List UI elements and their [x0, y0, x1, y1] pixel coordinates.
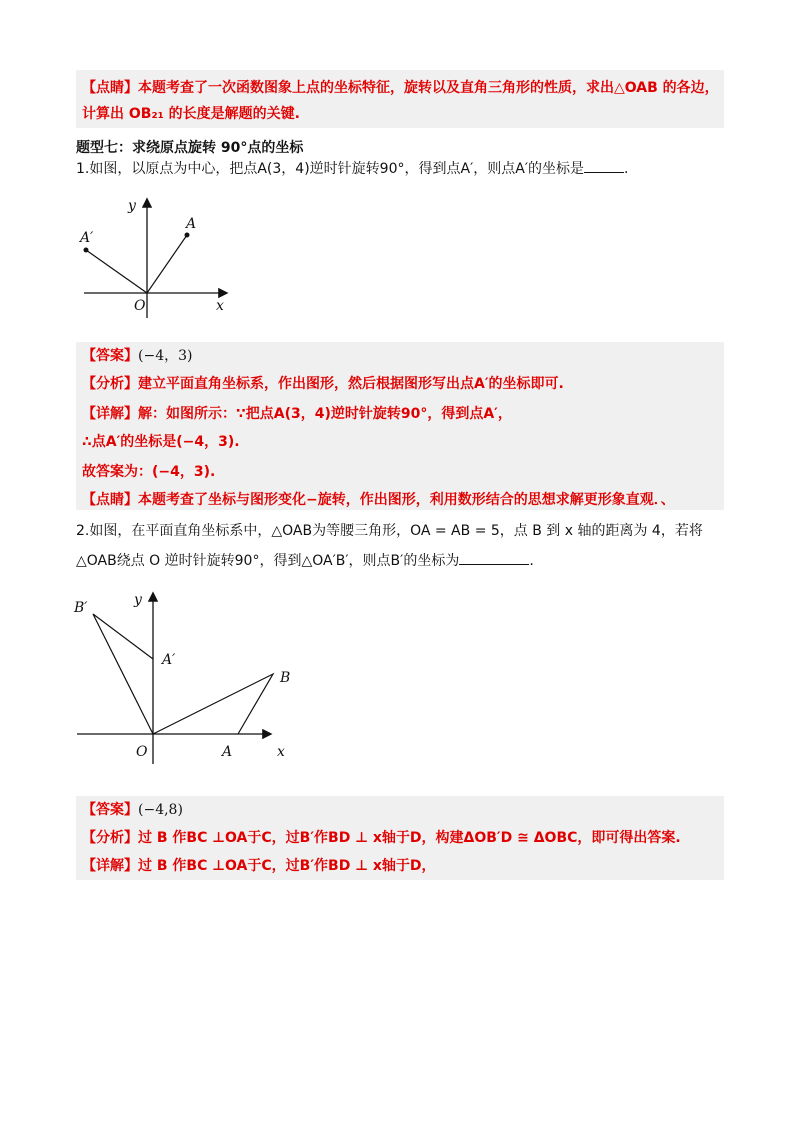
q1-note: 【点睛】本题考查了坐标与图形变化−旋转，作出图形，利用数形结合的思想求解更形象直观．、	[82, 492, 675, 508]
q2-answer-tag: 【答案】	[82, 802, 138, 818]
q1-text	[76, 158, 628, 180]
q1-label-y: y	[128, 198, 136, 214]
q1-detail-1: 【详解】解：如图所示：∵把点A(3，4)逆时针旋转90°，得到点A′，	[82, 406, 512, 422]
q1-segment-oa	[147, 235, 187, 293]
q1-label-a: A	[186, 216, 197, 232]
q1-point-a	[185, 233, 190, 238]
q2-solution-box	[76, 796, 724, 880]
q2-label-b-prime: B′	[74, 600, 88, 616]
q2-detail: 【详解】过 B 作BC ⊥OA于C，过B′作BD ⊥ x轴于D，	[82, 858, 436, 874]
q1-figure	[76, 190, 256, 340]
q2-label-y: y	[134, 592, 142, 608]
q2-label-x: x	[277, 744, 285, 760]
q2-label-o: O	[136, 744, 148, 760]
q1-segment-oa-prime	[86, 250, 147, 293]
q2-label-b: B	[280, 670, 291, 686]
q1-detail-3: 故答案为：(−4，3).	[82, 464, 216, 480]
q2-text-line2	[76, 550, 534, 572]
q2-analysis: 【分析】过 B 作BC ⊥OA于C，过B′作BD ⊥ x轴于D，构建ΔOB′D ≅ ΔOBC，即可得出答案.	[82, 830, 681, 846]
q2-answer-value: (−4,8)	[138, 802, 183, 818]
q2-question: △OAB绕点 O 逆时针旋转90°，得到△OA′B′，则点B′的坐标为	[76, 553, 460, 569]
q2-triangle-oa-prime-b-prime	[93, 614, 153, 734]
q1-answer-blank	[584, 158, 624, 173]
q2-answer-blank	[459, 550, 529, 565]
top-note-box	[76, 70, 724, 128]
q1-label-a-prime: A′	[80, 230, 94, 246]
q1-answer-value: (−4，3)	[138, 348, 193, 364]
top-note-line1: 【点睛】本题考查了一次函数图象上点的坐标特征，旋转以及直角三角形的性质，求出△OAB 的各边，	[82, 80, 719, 96]
q1-analysis: 【分析】建立平面直角坐标系，作出图形，然后根据图形写出点A′的坐标即可.	[82, 376, 564, 392]
q2-end: .	[529, 553, 534, 569]
q1-answer-tag: 【答案】	[82, 348, 138, 364]
q2-triangle-oab	[153, 674, 273, 734]
q1-label-o: O	[134, 298, 146, 314]
q2-figure	[72, 586, 292, 766]
q2-text-line1: 2.如图，在平面直角坐标系中，△OAB为等腰三角形，OA = AB = 5，点 B 到 x 轴的距离为 4，若将	[76, 523, 703, 539]
q1-question: 1.如图，以原点为中心，把点A(3，4)逆时针旋转90°，得到点A′，则点A′的坐标是	[76, 161, 584, 177]
q1-point-a-prime	[84, 248, 89, 253]
q2-label-a-prime: A′	[162, 652, 176, 668]
top-note-line2: 计算出 OB₂₁ 的长度是解题的关键.	[82, 106, 300, 122]
q1-answer-line	[82, 346, 192, 366]
q1-detail-2: ∴点A′的坐标是(−4，3).	[82, 434, 240, 450]
q2-answer-line	[82, 800, 183, 820]
section-title: 题型七：求绕原点旋转 90°点的坐标	[76, 140, 304, 156]
q1-end: .	[624, 161, 629, 177]
q2-label-a: A	[222, 744, 233, 760]
q1-solution-box	[76, 342, 724, 510]
q1-label-x: x	[216, 298, 224, 314]
